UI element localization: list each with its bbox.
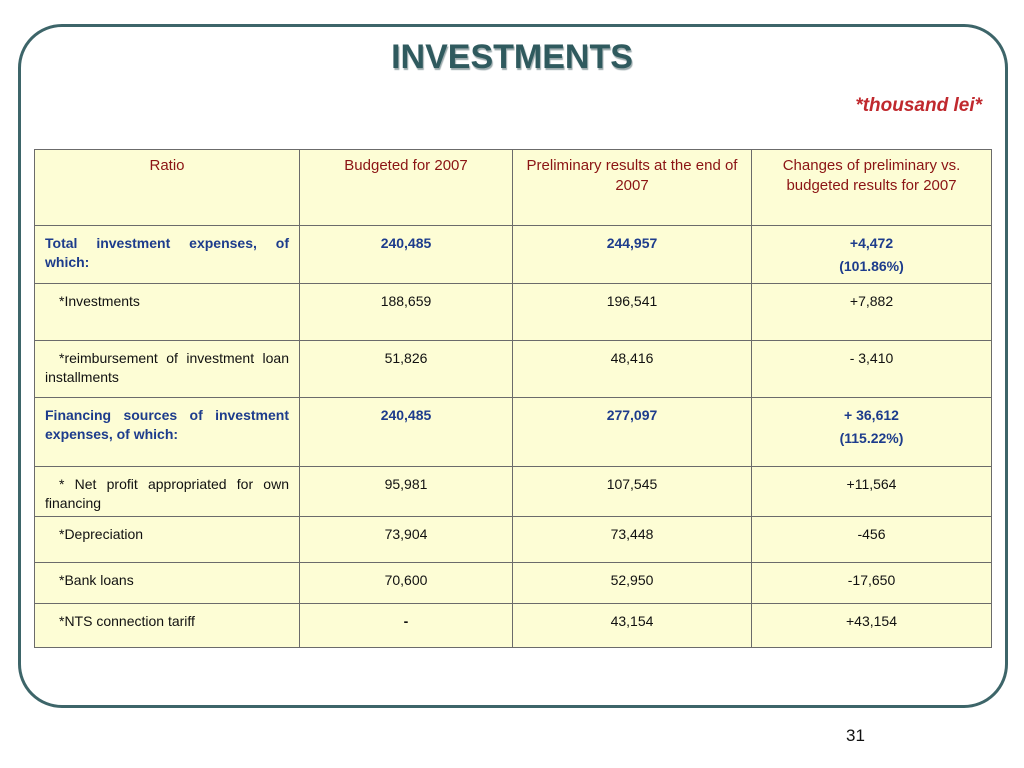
table-row: [35, 563, 992, 604]
budgeted-cell: 188,659: [300, 284, 513, 341]
row-label: Total investment expenses, of which:: [35, 226, 300, 284]
preliminary-cell: 48,416: [513, 341, 752, 398]
budgeted-cell: 51,826: [300, 341, 513, 398]
change-percent: (115.22%): [839, 430, 904, 446]
budgeted-cell: 70,600: [300, 563, 513, 604]
row-label: *Investments: [35, 284, 300, 341]
unit-note: *thousand lei*: [855, 95, 982, 116]
row-label: *Bank loans: [35, 563, 300, 604]
preliminary-cell: 43,154: [513, 604, 752, 648]
change-cell: +7,882: [752, 284, 992, 341]
change-cell: -456: [752, 517, 992, 563]
row-label: * Net profit appropriated for own financing: [35, 467, 300, 517]
change-percent: (101.86%): [839, 258, 904, 274]
row-label: *reimbursement of investment loan installments: [35, 341, 300, 398]
preliminary-cell: 244,957: [513, 226, 752, 284]
change-value: +4,472: [849, 235, 894, 251]
table-row-financing-sources: [35, 398, 992, 467]
table-row: [35, 341, 992, 398]
header-changes: Changes of preliminary vs. budgeted results for 2007: [752, 150, 992, 226]
preliminary-cell: 73,448: [513, 517, 752, 563]
table-row: [35, 517, 992, 563]
slide-title: INVESTMENTS: [391, 38, 633, 76]
change-cell: [752, 226, 992, 284]
header-ratio: Ratio: [35, 150, 300, 226]
budgeted-cell: 240,485: [300, 398, 513, 467]
preliminary-cell: 52,950: [513, 563, 752, 604]
preliminary-cell: 196,541: [513, 284, 752, 341]
investments-table: [34, 149, 992, 648]
change-cell: [752, 398, 992, 467]
table-row-total-investment: [35, 226, 992, 284]
table-row: [35, 467, 992, 517]
table-row: [35, 604, 992, 648]
table-row: [35, 284, 992, 341]
page-number: 31: [846, 726, 865, 745]
budgeted-cell: 240,485: [300, 226, 513, 284]
change-value: + 36,612: [844, 407, 899, 423]
change-cell: - 3,410: [752, 341, 992, 398]
budgeted-cell: -: [300, 604, 513, 648]
budgeted-cell: 95,981: [300, 467, 513, 517]
preliminary-cell: 107,545: [513, 467, 752, 517]
change-cell: -17,650: [752, 563, 992, 604]
change-cell: +43,154: [752, 604, 992, 648]
header-budgeted: Budgeted for 2007: [300, 150, 513, 226]
table-header-row: [35, 150, 992, 226]
preliminary-cell: 277,097: [513, 398, 752, 467]
row-label: Financing sources of investment expenses, of which:: [35, 398, 300, 467]
header-preliminary: Preliminary results at the end of 2007: [513, 150, 752, 226]
row-label: *NTS connection tariff: [35, 604, 300, 648]
budgeted-cell: 73,904: [300, 517, 513, 563]
change-cell: +11,564: [752, 467, 992, 517]
row-label: *Depreciation: [35, 517, 300, 563]
